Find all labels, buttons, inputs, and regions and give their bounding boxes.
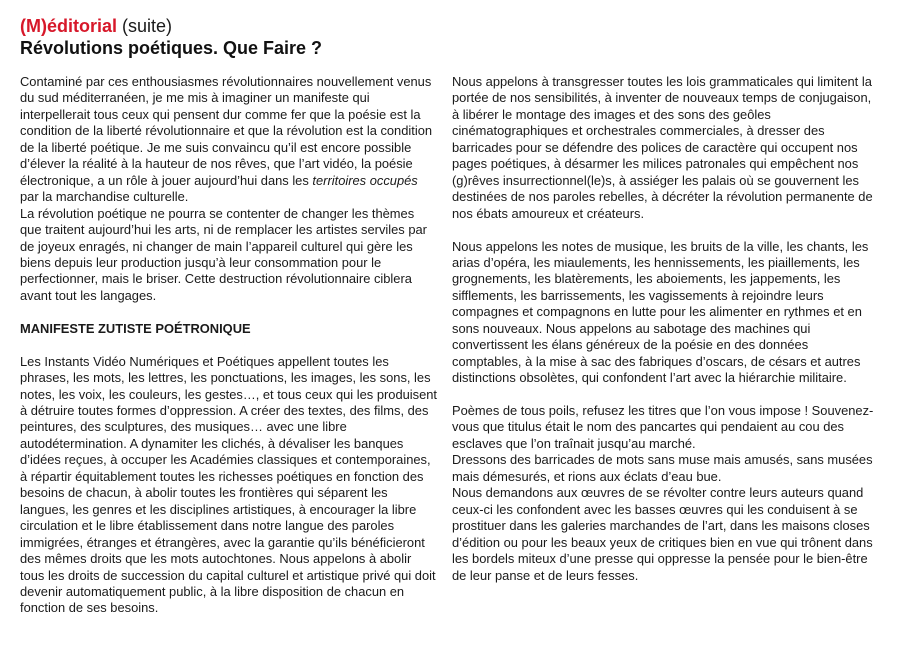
revolution-paragraph: La révolution poétique ne pourra se contenter de changer les thèmes que traitent aujourd’hui les arts, ni de remplacer les artistes serviles par de joyeux enragés, ni changer de main l’appareil culturel qui gère les biens depuis leur production jusqu’à leur consommation pour le perfectionner, mais le briser. Cette destruction révolutionnaire ciblera avant tout les langages. bbox=[20, 205, 427, 303]
title-accent: (M)éditorial bbox=[20, 16, 117, 36]
right-column bbox=[452, 74, 876, 584]
page-title bbox=[20, 15, 880, 37]
page-subtitle: Révolutions poétiques. Que Faire ? bbox=[20, 38, 323, 58]
poems-paragraph: Poèmes de tous poils, refusez les titres que l’on vous impose ! Souvenez-vous que titulus était le nom des pancartes qui pendaient au cou des esclaves que l’on traînait jusqu’au marché. bbox=[452, 403, 874, 451]
intro-paragraph bbox=[20, 74, 438, 206]
page-header bbox=[20, 15, 880, 59]
intro-text-end: par la marchandise culturelle. bbox=[20, 189, 189, 205]
manifesto-paragraph: Les Instants Vidéo Numériques et Poétiques appellent toutes les phrases, les mots, les lettres, les ponctuations, les images, les sons, les notes, les voix, les couleurs, les gestes…, et tous ceux qui les produisent à détruire toutes formes d’oppression. A créer des textes, des films, des peintures, des sculptures, des musiques… avec une libre autodétermination. A dynamiter les clichés, à dévaliser les banques d’idées reçues, à occuper les Académies classiques et contemporaines, à répartir équitablement toutes les richesses poétiques en fonction des besoins de chacun, à abolir toutes les frontières qui séparent les langues, les genres et les disciplines artistiques, à encourager la libre circulation et le libre établissement dans notre langue des paroles immigrées, étranges et étrangères, avec la garantie qu’ils bénéficieront des mêmes droits que les mots autochtones. Nous appelons à abolir tous les droits de succession du capital culturel et artistique privé qui doit devenir automatiquement public, à la libre disposition de chacun en fonction de ses besoins. bbox=[20, 353, 438, 616]
transgress-paragraph: Nous appelons à transgresser toutes les lois grammaticales qui limitent la portée de nos sensibilités, à inventer de nouveaux temps de conjugaison, à libérer le montage des images et des sons des geôles cinématographiques et orchestrales commerciales, à dresser des barricades pour se défendre des polices de caractère qui occupent nos pages poétiques, à désarmer les milices patronales qui empêchent nos (g)rêves insurrectionnel(le)s, à assiéger les palais où se gouvernent les destinées de nos paroles rebelles, à décréter la révolution permanente de nos ébats amoureux et créateurs. bbox=[452, 74, 873, 221]
left-column bbox=[20, 74, 438, 617]
intro-text: Contaminé par ces enthousiasmes révolutionnaires nouvellement venus du sud méditerranéen, je me mis à imaginer un manifeste qui interpellerait tous ceux qui pensent dur comme fer que la poésie est la condition de la liberté révolutionnaire et que la révolution est la condition de la liberté poétique. Je me suis convaincu qu’il est encore possible d’élever la réalité à la hauteur de nos rêves, que l’art vidéo, la poésie électronique, a un rôle à jouer aujourd’hui dans les bbox=[20, 74, 433, 188]
music-paragraph: Nous appelons les notes de musique, les bruits de la ville, les chants, les arias d’opéra, les miaulements, les hennissements, les piaillements, les grognements, les blatèrements, les aboiements, les jappements, les sifflements, les barrissements, les vagissements à rejoindre leurs compagnes et compagnons en lutte pour les alimenter en rythmes et en sons nouveaux. Nous appelons au sabotage des machines qui convertissent les élans généreux de la poésie en des données comptables, à la mise à sac des fabriques d’oscars, de césars et autres distinctions obsolètes, qui confondent l’art avec la hiérarchie militaire. bbox=[452, 238, 869, 386]
title-suffix: (suite) bbox=[122, 16, 173, 36]
barricades-paragraph: Dressons des barricades de mots sans muse mais amusés, sans musées mais démesurés, et rions aux éclats d’eau bue. bbox=[452, 452, 873, 484]
manifesto-heading: MANIFESTE ZUTISTE POÉTRONIQUE bbox=[20, 320, 251, 336]
works-paragraph: Nous demandons aux œuvres de se révolter contre leurs auteurs quand ceux-ci les confondent avec les basses œuvres qui les conduisent à se prostituer dans les galeries marchandes de l’art, dans les maisons closes d’édition ou pour les beaux yeux de critiques bien en vue qui trônent dans les bordels miteux d’une presse qui oppresse la pensée pour le bien-être de leur panse et de leurs fesses. bbox=[452, 485, 873, 583]
intro-emphasis: territoires occupés bbox=[312, 172, 418, 188]
